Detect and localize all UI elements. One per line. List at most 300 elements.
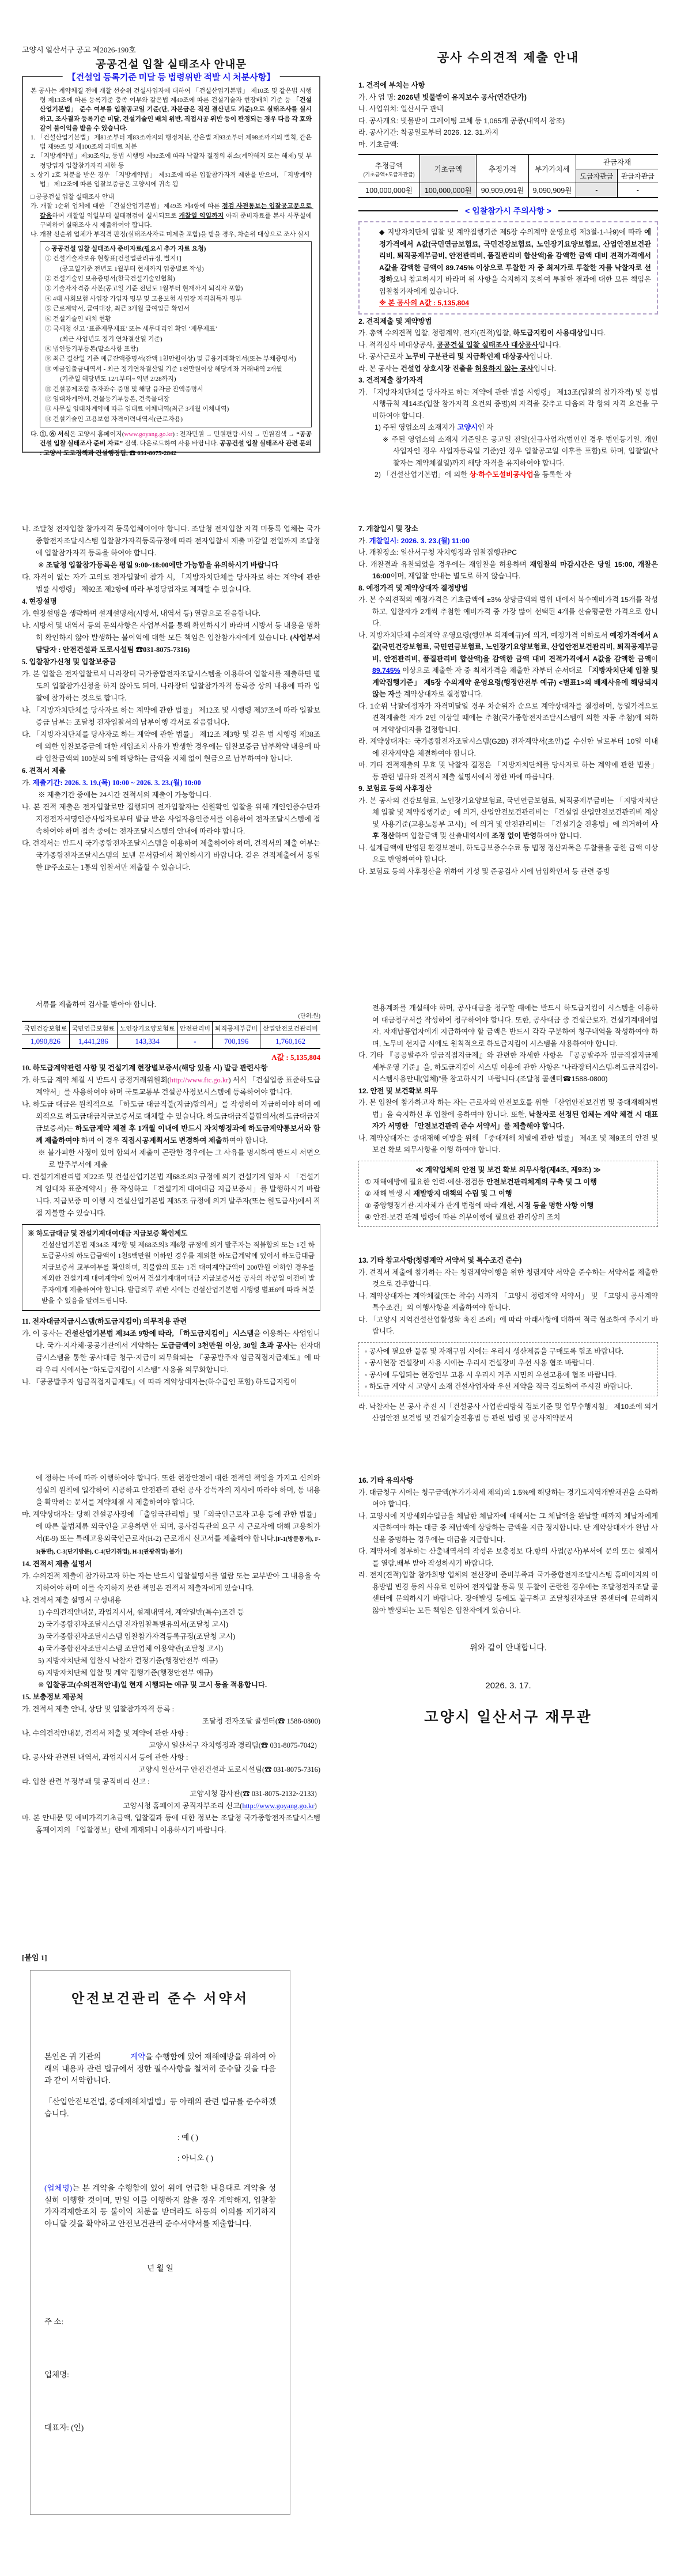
text-line: [22, 801, 323, 838]
text-span: 다. 기타 『공공발주자 임금직접지급제』와 관련한 자세한 사항은 『공공발주자 임금직접지급제 세부운영 기준』을, 하도급지킴이 시스템 이용에 관한 사항은 “나라장터시스템-하도급지킴이-시스템사용안내(업체)”를 참고하시기 바랍니다.(조달청 콜센터☎1588-0800): [358, 1051, 660, 1083]
text-span: 입니다.: [538, 340, 561, 349]
list-item: ⑨ 최근 결산일 기준 예금잔액증명서(잔액 1천만원이상) 및 금융거래확인서(또는 부채증명서): [45, 355, 296, 363]
text-span: 2) 국가종합전자조달시스템 전자입찰특별유의서(조달청 고시): [38, 1620, 228, 1628]
section-10-11-text: [22, 1062, 320, 1219]
text-span: □ 공공건설 입찰 실태조사 안내: [31, 194, 115, 201]
text-span: 개찰일시: 2026. 3. 23.(월) 11:00: [369, 536, 470, 545]
text-span: 89.745%: [372, 666, 400, 675]
text-line: [358, 700, 658, 736]
text-span: ◦ 하도급 계약 시 고양시 소재 건설사업자와 우선 계약을 적극 검토하여 주시길 바랍니다.: [365, 1382, 633, 1391]
pledge-form-title: 안전보건관리 준수 서약서: [71, 1991, 249, 2006]
text-span: 계약: [130, 2052, 146, 2061]
col-estimated-price: 추정가격: [477, 154, 528, 183]
text-line: [358, 736, 658, 759]
text-span: 이며, 재입찰 안내는 별도로 하지 않습니다.: [390, 572, 521, 580]
list-item: ⑥ 건설기술인 배치 현황: [45, 315, 111, 323]
val-estimated-total: 100,000,000원: [358, 183, 420, 198]
right-page-title: 공사 수의견적 제출 안내: [437, 51, 580, 65]
text-span: 본 공사는 계약체결 전에 개찰 선순위 건설사업자에 대하여 「건설산업기본법」 제10조 및 같은법 시행령 제13조에 따른 등록기준 충족 여부와 같은법 제40조에 따른 건설기술자 현장배치 기준 등: [31, 88, 312, 104]
text-line: [22, 1594, 320, 1607]
text-span: ※ 본 공사의 A값 : 5,135,804: [379, 299, 470, 307]
attachment-label: [붙임 1]: [22, 1953, 47, 1962]
right-page2-text: [358, 523, 658, 877]
text-span: 노무비 구분관리 및 지급확인제 대상공사: [405, 353, 530, 361]
announcement-number: 고양시 일산서구 공고 제2026-190호: [22, 46, 136, 54]
text-span: 13. 기타 참고사항(청렴계약 서약서 및 특수조건 준수): [358, 1256, 522, 1264]
text-span: 가. 개찰 1순위 업체에 대한 「건설산업기본법」제49조 제4항에 따른: [31, 203, 222, 210]
text-line: [358, 339, 658, 351]
text-span: 다. 계약서에 첨부하는 산출내역서의 작성은 보충정보 다.항의 사업(공사)부서에 문의 또는 설계서를 열람.배부 받아 작성하시기 바랍니다.: [358, 1547, 658, 1567]
text-line: [22, 1509, 320, 1558]
col-safety-mgmt: 안전관리비: [177, 1021, 213, 1035]
text-span: 나. 개찰 선순위 업체가 부적격 판정(실태조사자료 미제출 포함)을 받을 경우, 차순위 대상으로 조사 실시: [31, 231, 310, 238]
text-span: 다. 자격이 없는 자가 고의로 전자입찰에 참가 시, 「지방자치단체를 당사자로 하는 계약에 관한 법률 시행령」 제92조 제2항에 따라 부정당업자로 제재할 수 있습니다.: [22, 573, 323, 593]
text-span: (사업부서 담당자 : 안전건설과 도로시설팀 ☎031-8075-7316): [36, 634, 323, 654]
safety-duty-box-title: ≪ 계약업체의 안전 및 보건 확보 의무사항(제4조, 제9조) ≫: [415, 1165, 601, 1174]
text-line: [358, 1085, 658, 1097]
list-item: ① 건설기술자보유 현황표[건설업관리규정, 별지1]: [45, 255, 182, 263]
pledge-paragraph-1: [31, 2051, 290, 2087]
announcement-date: 2026. 3. 17.: [485, 1681, 531, 1691]
text-line: [358, 842, 658, 866]
text-line: [31, 151, 312, 170]
col-longterm: 노인장기요양보험료: [117, 1021, 177, 1035]
text-line: [358, 1097, 658, 1132]
text-span: 11. 전자대금지급시스템(하도급지킴이) 의무적용 관련: [22, 1317, 187, 1325]
table-value-row: [358, 183, 658, 198]
text-span: 다. 공사개요: 빗물받이 그레이팅 교체 등 1,065개 공종(내역서 참조): [358, 116, 565, 125]
text-span: 하며 입찰금액 및 산출내역서에: [395, 832, 492, 840]
text-line: [22, 1316, 320, 1328]
violation-notice-box: [22, 73, 320, 457]
val-estimated-price: 90,909,091원: [477, 183, 528, 198]
text-span: ◦ 공사현장 건설장비 사용 시에는 우리시 건설장비 우선 사용 협조 바랍니다.: [365, 1359, 595, 1367]
a-value: 5,135,804: [290, 1053, 320, 1062]
text-line: [22, 704, 320, 729]
text-line: [22, 1062, 320, 1074]
val-contractor-supplied: -: [576, 183, 617, 198]
text-span: 10. 하도급계약관련 사항 및 건설기계 현장별보증서(해당 있을 시) 발급 관련사항: [22, 1064, 268, 1072]
val-health: 1,090,826: [22, 1035, 69, 1049]
text-span: 가. 본 공사의 건강보험료, 노인장기요양보험료, 국민연금보험료, 퇴직공제부금비는 「지방자치단체 입찰 및 계약집행기준」에 의거, 산업안전보건관리비는 「건설업 산업안전보건관리비 계상 및 사용기준(고용노동부 고시)」에 의거 및 안전관리비는 「건설기술 진흥법」에 의거하여: [358, 796, 660, 828]
text-span: 마. 기초금액:: [358, 140, 399, 149]
text-span: 재발방지 대책의 수립 및 그 이행: [413, 1189, 512, 1198]
text-span: 입니다.: [533, 364, 557, 373]
text-line: [365, 1188, 652, 1200]
text-span: 14. 견적서 제출 설명서: [22, 1560, 92, 1568]
text-span: 나. 적격심사 비대상공사,: [358, 340, 437, 349]
text-span: 직접시공계획서도 변경하여 제출: [121, 1137, 222, 1145]
pledge-yes-option[interactable]: : 예 ( ): [177, 2133, 198, 2142]
text-span: 8. 예정가격 및 계약상대자 결정방법: [358, 584, 468, 592]
bid-caution-title: < 입찰참가시 주의사항 >: [465, 206, 551, 215]
text-span: 개선, 시정 등을 명한 사항 이행: [500, 1201, 594, 1210]
text-span: 나. 하도급 대금은 원칙적으로 「하도급 대금직불(지급)합의서」를 작성하여 지급하여야 하며 예외적으로 하도급대금지급보증서로 대체할 수 있습니다. 하도급대금직불합의서(하도급대금지급보증서)는: [22, 1100, 320, 1132]
text-line: [31, 2183, 290, 2230]
list-item: ⑪ 건설공제조합 출자좌수 증명 및 해당 융자금 잔액증명서: [45, 385, 203, 393]
text-line: [22, 1328, 320, 1376]
list-item: ⑫ 임대차계약서, 건물등기부등본, 건축물대장: [45, 395, 170, 403]
text-span: 아래 준비자료를 본사 사무실에 구비하여 실태조사 시 제출하여야 합니다.: [40, 212, 313, 229]
list-item: ③ 기술자자격증 사본(공고일 기준 전년도 1월부터 현재까지 퇴직자 포함): [45, 285, 243, 293]
text-line: [22, 1631, 320, 1643]
text-line: [22, 1171, 320, 1219]
text-line: [358, 1401, 658, 1425]
list-item: ⑤ 근로계약서, 급여대장, 최근 3개월 급여입금 확인서: [45, 305, 190, 313]
text-span: 3. 견적제출 참가자격: [358, 376, 424, 384]
text-span: 사후 정산: [372, 820, 658, 840]
text-span: 마. 계약상대자는 당해 건설공사장에 「출입국관리법」및「외국인근로자 고용 등에 관한 법률」에 따른 불법체류 외국인을 고용하면 안 되며, 공사감독관의 요구 시 근로자에 대해 고용허가서(E-9) 또는 특례고용외국인근로자(H-2) 근로개시 신고서를 제출해야 합니다.: [22, 1510, 320, 1543]
text-line: [358, 139, 658, 151]
text-span: 1) 수의견적안내문, 과업지시서, 설계내역서, 계약일반(특수)조건 등: [38, 1608, 244, 1616]
table-header-row-1: [358, 154, 658, 169]
text-span: 나. 「지방자치단체를 당사자로 하는 계약에 관한 법률」 제12조 및 시행령 제37조에 따라 입찰보증금 납부는 조달청 전자입찰서의 납부이행 각서로 갈음합니다.: [22, 706, 320, 726]
text-span: 12. 안전 및 보건확보 의무: [358, 1086, 438, 1095]
text-line: [365, 1200, 652, 1212]
col-pension: 국민연금보험료: [69, 1021, 117, 1035]
text-span: 마. 기타 견적제출의 무효 및 낙찰자 결정은 「지방자치단체를 당사자로 하는 계약에 관한 법률」 등 관련 법규와 견적서 제출 설명서에서 정한 바에 따릅니다.: [358, 761, 660, 781]
text-span: 오니 참고하시기 바라며 위 사항을 숙지하지 못하여 투찰한 결과에 대한 모든 책임은 입찰참가자에게 있습니다.: [379, 275, 653, 296]
table-unit-label: (단위:원): [298, 1013, 320, 1020]
val-safety-mgmt: -: [177, 1035, 213, 1049]
text-span: 다. 공사와 관련된 내역서, 과업지시서 등에 관한 사항 :: [22, 1753, 188, 1761]
text-line: [358, 1545, 658, 1569]
text-span: ④ 안전·보건 관계 법령에 따른 의무이행에 필요한 관리상의 조치: [365, 1213, 561, 1221]
text-line: [22, 1147, 320, 1171]
text-line: [28, 1240, 315, 1307]
text-span: 다. 1순위 낙찰예정자가 자격미달일 경우 차순위자 순으로 계약상대자를 결정하며, 동일가격으로 견적제출한 자가 2인 이상일 때에는 추첨(국가종합전자조달시스템에 의한 자동 추첨)에 의하여 계약상대자를 결정합니다.: [358, 702, 660, 734]
text-span: 3. 상기 2호 처분을 받은 경우 「지방계약법」 제31조에 따른 입찰참가자격 제한을 받으며, 「지방계약법」 제12조에 따른 입찰보증금은 고양시에 귀속 됨: [31, 171, 312, 188]
text-line: [22, 999, 320, 1011]
text-span: 나. 개찰장소: 일산서구청 자치행정과 입찰집행관PC: [358, 548, 517, 556]
text-span: 다. 「고양시 지역건설산업활성화 촉진 조례」에 따라 아래사항에 대하여 적극 협조하여 주시기 바랍니다.: [358, 1315, 658, 1335]
text-span: 나. 조달청 전자입찰 참가자격 등록업체이어야 합니다. 조달청 전자입찰 자격 미등록 업체는 국가종합전자조달시스템 입찰참가자격등록규정에 따라 전자입찰서 제출 마감일 전일까지 조달청에 입찰참가자격 등록을 하여야 합니다.: [22, 525, 320, 557]
text-line: [358, 316, 658, 328]
a-value-line: [22, 1051, 320, 1062]
list-item: ④ 4대 사회보험 사업장 가입자 명부 및 고용보험 사업장 자격취득자 명부: [45, 295, 242, 302]
list-item: ⑦ 국세청 신고 ‘표준재무제표’ 또는 세무대리인 확인 ‘재무제표’: [45, 325, 218, 333]
text-span: 도급금액이 3천만원 이상, 30일 초과 공사: [161, 1341, 290, 1350]
prep-materials-list: [45, 254, 307, 425]
col-health: 국민건강보험료: [22, 1021, 69, 1035]
pledge-no-option[interactable]: : 아니오 ( ): [177, 2154, 213, 2162]
text-span: 제출기간: 2026. 3. 19.(목) 10:00 ~ 2026. 3. 23.(월) 10:00: [32, 779, 201, 787]
text-line: [358, 387, 658, 422]
payment-guarantee-box: [22, 1224, 320, 1311]
text-span: ): [314, 1802, 320, 1810]
text-line: [22, 656, 320, 668]
text-span: 9. 보험료 등의 사후정산: [358, 785, 432, 793]
text-line: [358, 523, 658, 535]
val-pension: 1,441,286: [69, 1035, 117, 1049]
text-span: 라. 계약상대자는 국가종합전자조달시스템(G2B) 전자계약서(초안)를 수신한 날로부터 10일 이내에 전자계약을 체결하여야 합니다.: [358, 737, 658, 757]
text-span: 가. 「지방자치단체를 당사자로 하는 계약에 관한 법률 시행령」 제13조(입찰의 참가자격) 및 동법 시행규칙 제14조(입찰 참가자격 요건의 증명)의 자격을 갖추고 다음의 각 항의 자격 요건을 구비하여야 합니다.: [358, 388, 660, 420]
col-retirement: 퇴직공제부금비: [213, 1021, 260, 1035]
text-span: ) : 전자민원 → 민원편람·서식 → 민원검색 →: [172, 431, 297, 438]
text-span: ※: [38, 1681, 46, 1689]
text-line: [31, 192, 312, 202]
text-span: 나. 계약상대자는 중대재해 예방을 위해 「중대재해 처벌에 관한 법률」 제4조 및 제9조의 안전 및 보건 확보 의무사항을 이행 하여야 합니다.: [358, 1134, 660, 1154]
text-span: 나. 고양시에 지방세외수입금을 체납한 체납자에 대해서는 그 체납액을 완납할 때까지 체납자에게 지급하여야 하는 대금 중 체납액에 상당하는 금액을 지급 정지합니다. 단 계약상대자가 완납 사실을 증명하는 경우에는 대금을 지급합니다.: [358, 1511, 660, 1544]
text-span: 「지방자치단체 입찰 및 계약집행기준」 제5장 수의계약 운영요령(행정안전부 예규) <별표1>의 배제사유에 해당되지 않는 자: [372, 666, 660, 698]
text-line: [22, 523, 320, 559]
text-span: 가.: [22, 779, 33, 787]
pledge-date-line[interactable]: 년 월 일: [147, 2264, 173, 2272]
text-span: 가. 대금청구 시에는 청구금액(부가가치세 제외)의 1.5%에 해당하는 경기도지역개발채권을 소화하여야 합니다.: [358, 1488, 658, 1508]
text-span: 가. 견적서 제출 안내, 상담 및 입찰참가자격 등록 :: [22, 1705, 175, 1713]
issuing-authority: 고양시 일산서구 재무관: [424, 1709, 592, 1725]
rule-left: [358, 210, 458, 211]
link[interactable]: www.goyang.go.kr: [124, 431, 173, 438]
text-line: [22, 1715, 320, 1728]
text-span: 입니다.: [530, 353, 553, 361]
col-base-amount: 기초금액: [420, 154, 477, 183]
text-span: 를 계약상대자로 결정합니다.: [395, 690, 483, 698]
text-span: 이: [651, 654, 660, 663]
local-cooperation-box: [358, 1342, 658, 1396]
text-line: [358, 759, 658, 783]
text-span: ①, ⑥ 서식: [40, 431, 70, 438]
text-line: [358, 79, 658, 92]
text-span: 본인은 귀 기관의: [44, 2052, 131, 2061]
left-page2-text: [22, 523, 323, 874]
text-line: [22, 1800, 320, 1812]
text-span: ) 서식 「건설업종 표준하도급계약서」를 사용하여야 하며 국토교통부 건설공사정보시스템에 등록하여야 합니다.: [36, 1076, 320, 1096]
text-span: 조달청 전자조달 콜센터(☎ 1588-0800): [202, 1717, 320, 1725]
text-line: [22, 620, 323, 656]
text-line: [358, 351, 658, 363]
notice-box-legend: 【건설업 등록기준 미달 등 법령위반 적발 시 처분사항】: [63, 71, 280, 83]
text-span: 가. 본 수의견적의 예정가격은 기초금액에 ±3% 상당금액의 범위 내에서 복수예비가격 15개를 작성하고, 입찰자가 2개씩 추첨한 예비가격 중 가장 많이 선택된 4개를 산술평균한 가격으로 합니다.: [358, 596, 658, 627]
link[interactable]: http://www.goyang.go.kr: [242, 1802, 315, 1810]
safety-pledge-form: [30, 1970, 290, 2515]
text-line: [358, 1487, 658, 1510]
representative-seal-field[interactable]: 대표자: (인): [44, 2423, 84, 2432]
text-span: 는 전자대금시스템을 통한 공사대금 청구·지급이 의무화되는 『공공발주자 임금직접지급제도』에 따라 우리 시에서는 “하도급지킴이 시스템” 사용을 의무화합니다.: [36, 1341, 320, 1374]
text-line: [358, 434, 658, 469]
text-span: 을 수행함에 있어 재해예방을 위하여 아래의 내용과 관련 법규에서 정한 필수사항을 철저히 준수할 것을 다음과 같이 서약합니다.: [44, 2052, 276, 2085]
val-industrial-safety: 1,760,162: [260, 1035, 320, 1049]
text-line: [358, 630, 658, 700]
right-page5-text: [358, 1475, 658, 1726]
address-field[interactable]: 주 소:: [44, 2317, 64, 2326]
list-item: ⑧ 법인등기부등본(말소사항 포함): [45, 345, 138, 353]
text-span: 가. 현장설명을 생략하며 설계설명서(시방서, 내역서 등) 열람으로 갈음합니다.: [22, 609, 260, 618]
text-line: [365, 1346, 652, 1358]
text-line: [22, 1376, 320, 1388]
text-line: [358, 127, 658, 139]
text-span: 2) 「건설산업기본법」에 의한: [375, 471, 470, 479]
text-span: 가. 이 공사는: [22, 1329, 65, 1338]
text-span: 다. 공사근로자: [358, 353, 406, 361]
section-11-text: [22, 1316, 320, 1388]
text-line: [28, 1228, 315, 1240]
text-span: 4) 국가종합전자조달시스템 조달업체 이용약관(조달청 고시): [38, 1645, 224, 1653]
a-value-label: A값 :: [271, 1053, 290, 1062]
table-value-row: [22, 1035, 320, 1049]
text-line: [365, 1176, 652, 1188]
text-span: ◆ 지방자치단체 입찰 및 계약집행기준 제5장 수의계약 운영요령 제3절-1-나9)에 따라: [379, 228, 645, 236]
text-line: [365, 226, 651, 297]
text-span: 공공건설 입찰 실태조사 관련 문의 : 고양시 도로정책과 건설행정팀, ☎ 031-8075-2842: [40, 440, 313, 457]
text-span: 점검 사전통보는 입찰공고문으로 갈음: [40, 203, 313, 219]
text-line: [22, 729, 320, 765]
text-span: 나. 수의견적안내문, 견적서 제출 및 계약에 관한 사항 :: [22, 1729, 188, 1737]
text-span: 「산업안전보건법, 중대재해처벌법」등 아래의 관련 법규를 준수하겠습니다.: [44, 2097, 276, 2118]
text-span: ① 재해예방에 필요한 인력·예산·점검등: [365, 1177, 487, 1186]
text-span: 을 등록한 자: [533, 471, 572, 479]
text-line: [22, 1570, 320, 1594]
text-span: 다. 보험료 등의 사후정산을 위하여 기성 및 준공검사 시에 납입확인서 등 관련 증빙: [358, 867, 610, 876]
text-line: [22, 1619, 320, 1631]
text-line: [365, 1211, 652, 1223]
text-span: 하여 개찰일 익일부터 실태점검이 실시되므로: [52, 212, 179, 219]
text-span: 나. 지방자치단체 수의계약 운영요령(행안부 회계예규)에 의거, 예정가격 이하로서: [358, 631, 610, 639]
text-line: [365, 297, 651, 309]
col-contractor-supplied: 도급자관급: [576, 169, 617, 183]
text-span: ※: [38, 561, 46, 569]
text-line: [365, 1357, 652, 1369]
safety-duty-items: [365, 1176, 652, 1223]
text-line: [22, 765, 320, 777]
text-span: ◦ 공사에 투입되는 현장인부 고용 시 우리시 거주 시민의 우선고용에 협조 바랍니다.: [365, 1370, 617, 1379]
text-span: 나. 사업위치: 일산서구 관내: [358, 105, 444, 113]
col-industrial-safety: 산업안전보건관리비: [260, 1021, 320, 1035]
notice-box-body: [31, 86, 312, 239]
text-span: 다. 개찰결과 유찰되었을 경우에는 재입찰을 허용하며: [358, 560, 530, 569]
a-value-caution-box: [358, 221, 658, 315]
link[interactable]: http://www.ftc.go.kr: [169, 1076, 229, 1084]
text-span: 검색. 다운로드하여 사용 바랍니다.: [123, 440, 220, 448]
text-line: [358, 1132, 658, 1156]
col-estimated-total: 추정금액 (기초금액+도급자관급): [358, 154, 420, 183]
sections-2-3-text: [358, 316, 658, 481]
text-span: 2. 견적제출 및 계약방법: [358, 317, 432, 325]
col-gov-materials: 관급자재: [576, 154, 658, 169]
text-span: “공공건설 입찰 실태조사 준비 자료”: [40, 431, 312, 448]
text-line: [358, 115, 658, 127]
val-gov-supplied: -: [617, 183, 658, 198]
text-span: 조정 없이 반영: [491, 832, 537, 840]
text-line: [22, 1728, 320, 1740]
text-line: [358, 559, 658, 582]
text-span: 다. 「지방자치단체를 당사자로 하는 계약에 관한 법률」 제12조 제3항 및 같은 법 시행령 제38조에 의한 입찰보증금에 대한 세입조치 사유가 발생한 경우에는 입찰보증금 납부확약 내용에 따라 입찰금액의 100분의 5에 해당하는 금액을 지체 없이 현금으로 납부하여야 합니다.: [22, 730, 320, 763]
text-span: 인 자: [478, 423, 494, 431]
text-span: 건설산업기본법 제34조 제7항 및 제68조의3 제6항 규정에 의거 발주자는 직불합의 또는 1건 하도급공사의 하도급금액이 1천5백만원 이하인 경우를 제외한 하도급계약에 있어서 하도급대금 지급보증서 교부여부를 확인하며, 직불합의 또는 1건 대여계약금액이 200만원 이하인 경우를 제외한 건설기계 대여계약에 있어서 건설기계대여대금 지급보증서를 공사의 착공일 이전에 발주자에게 제출하여야 합니다. 발급의무 위반 시에는 건설산업기본법 시행령 별표6에 따라 처분 받을 수 있음을 알려드립니다.: [41, 1240, 316, 1305]
col-vat: 부가가치세: [528, 154, 576, 183]
left-page4-text: [22, 1472, 323, 1836]
text-span: 고양시: [457, 423, 478, 431]
base-amount-table: [358, 154, 658, 198]
section-13-ra-text: [358, 1401, 658, 1425]
text-line: [358, 1314, 658, 1338]
text-span: 나. 시방서 및 내역서 등의 문의사항은 사업부서를 통해 확인하시기 바라며 시방서 등 내용을 명확히 확인하지 않아 발생하는 불이익에 대한 모든 책임은 입찰참가자에게 있습니다.: [22, 622, 320, 642]
text-span: ◦ 공사에 필요한 물품 및 자재구입 시에는 우리시 생산제품을 구매토록 협조 바랍니다.: [365, 1347, 624, 1355]
text-span: 예정가격에서 A값(국민연금보험료, 국민건강보험료, 노인장기요양보험료, 산업안전보건관리비, 퇴직공제부금비, 안전관리비, 품질관리비 합산액)을 감액한 금액 대비 견적가격에서 A값을 감액한 금액이 89.745% 이상으로 투찰한 자 중 최저가로 투찰한 자를 낙찰자로 선정하: [379, 228, 653, 283]
text-line: [358, 1290, 658, 1314]
text-line: [22, 559, 320, 571]
list-item: ⑭ 건설기술인 고용보험 자격이력내역서(근로자용): [45, 415, 183, 423]
text-line: [358, 1002, 658, 1050]
text-line: [22, 1074, 320, 1098]
text-line: [358, 1569, 658, 1616]
text-line: [22, 1776, 320, 1788]
text-line: [22, 1752, 320, 1764]
text-span: ※ 제출기간 중에는 24시간 견적서의 제출이 가능합니다.: [38, 791, 211, 799]
text-span: 을 이용하는 사업입니다. 국가·지자체·공공기관에서 계약하는: [36, 1329, 320, 1350]
company-name-field[interactable]: 업체명:: [44, 2370, 69, 2379]
text-span: ② 재해 발생 시: [365, 1189, 414, 1198]
text-span: ※ 주된 영업소의 소재지 기준일은 공고일 전일(신규사업자(법인인 경우 법인등기일, 개인사업자인 경우 사업자등록일 기준)인 경우 입찰공고일 이후를 포함)로 하며, 입찰일(낙찰자는 계약체결일)까지 해당 자격을 유지하여야 합니다.: [383, 435, 658, 467]
text-line: [31, 2051, 290, 2087]
text-line: [358, 103, 658, 115]
text-line: [358, 422, 658, 434]
list-item: (최근 사업년도 정기 연차결산일 기준): [60, 335, 162, 343]
val-retirement: 700,196: [213, 1035, 260, 1049]
text-line: [22, 1740, 320, 1752]
text-span: 「건설산업기본법」 준수 여부를 입찰공고일 기준(단, 자본금은 직전 결산년도 기준)으로 실태조사를 실시하고, 조사결과 등록기준 미달, 건설기술인 배치 위반, 직접시공 위반 등이 판정되는 경우 다음 각 호와 같이 불이익을 받을 수 있습니다.: [40, 97, 313, 132]
text-span: ※ 하도급대금 및 건설기계대여대금 지급보증 확인제도: [28, 1229, 188, 1237]
text-line: [22, 608, 320, 620]
text-span: 1. 견적에 부치는 사항: [358, 81, 425, 89]
text-span: 안전보건관리체계의 구축 및 그 이행: [486, 1177, 597, 1186]
text-span: 입찰공고(수의견적안내)일 현재 시행되는 예규 및 고시 등을 적용합니다.: [46, 1681, 267, 1689]
text-span: 개찰일 익일까지: [179, 212, 224, 219]
text-span: 7. 개찰일시 및 장소: [358, 525, 418, 533]
section-16-text: [358, 1475, 658, 1616]
text-span: 에 정하는 바에 따라 이행하여야 합니다. 또한 현장안전에 대한 전적인 책임을 가지고 신의와 성실의 원칙에 입각하여 시공하고 안전관리 관련 공사 감독자의 지시에 따라야 하며, 동 내용을 확약하는 문서를 계약체결 시 제출하여야 합니다.: [36, 1474, 323, 1506]
text-line: [365, 1369, 652, 1381]
text-span: 다. 건설기계관리법 제22조 및 건설산업기본법 제68조의3 규정에 의거 건설기계 임차 시 「건설기계 임대차 표준계약서」를 작성하고 「건설기계 대여대금 지급보증서」를 발행하시기 바랍니다. 지급보증 미 이행 시 건설산업기본법 제35조 규정에 의거 발주자(또는 원도급사)에서 직접 지불할 수 있습니다.: [22, 1173, 320, 1217]
text-span: 고양시청 감사관(☎ 031-8075-2132~2133): [190, 1790, 320, 1798]
val-base-amount: 100,000,000원: [420, 183, 477, 198]
text-span: 5) 지방자치단체 입찰시 낙찰자 결정기준(행정안전부 예규): [38, 1657, 218, 1665]
section-1-items: [358, 79, 658, 150]
text-line: [358, 594, 658, 630]
text-span: [F-1(방문동거), F-3(동반), C-3(단기방문), C-4(단기취업), H-1(관광취업) 불가]: [36, 1536, 320, 1555]
text-span: 가. 하도급 계약 체결 시 반드시 공정거래위원회(: [22, 1076, 170, 1084]
text-span: 재입찰의 마감시간은 당일 15:00, 개찰은 16:00: [372, 560, 660, 580]
text-span: 나. 『공공발주자 임금직접지급제도』에 따라 계약상대자는(하수급인 포함) 하도급지킴이: [22, 1377, 297, 1386]
text-span: 1. 「건설산업기본법」 제81조부터 제83조까지의 행정처분, 같은법 제93조부터 제98조까지의 벌칙, 같은법 제99조 및 제100조의 과태료 처분: [31, 134, 312, 151]
text-span: 15. 보충정보 제공처: [22, 1693, 84, 1701]
text-line: [31, 86, 312, 133]
text-span: 다. 견적서는 반드시 국가종합전자조달시스템을 이용하여 제출하여야 하며, 견적서의 제출 여부는 국가종합전자조달시스템의 보낸 문서함에서 확인하시기 바랍니다. 같은 견적제출에서 동일한 IP주소로는 1통의 입찰서만 제출할 수 있습니다.: [22, 839, 323, 872]
text-span: 3) 국가종합전자조달시스템 입찰참가자격등록규정(조달청 고시): [38, 1632, 236, 1641]
text-line: [358, 1475, 658, 1487]
text-span: 라. 본 공사는: [358, 364, 401, 373]
text-span: ※ 불가피한 사정이 있어 합의서 제출이 곤란한 경우에는 그 사유를 명시하여 반드시 서면으로 발주부서에 제출: [38, 1149, 320, 1169]
text-line: [358, 535, 658, 547]
text-line: [22, 1703, 320, 1715]
text-span: 하며 이 경우: [79, 1137, 122, 1145]
text-span: 허용하지 않는 공사: [475, 364, 534, 373]
text-line: [31, 230, 312, 239]
text-span: (업체명): [44, 2184, 73, 2192]
text-line: [358, 327, 658, 339]
text-line: [358, 582, 658, 594]
text-line: [22, 838, 323, 874]
list-item: (기준일 해당년도 12/1부터~ 익년 2/28까지): [60, 376, 176, 383]
right-page3-text: [358, 1002, 658, 1232]
col-gov-supplied: 관급자관급: [617, 169, 658, 183]
bid-caution-heading: [358, 205, 658, 217]
text-span: 라. 공사기간: 착공일로부터 2026. 12. 31.까지: [358, 128, 499, 137]
text-span: 마. 본 안내문 및 예비가격기초금액, 입찰결과 등에 대한 정보는 조달청 국가종합전자조달시스템 홈페이지의 「입찰정보」란에 게재되니 이용하시기 바랍니다.: [22, 1814, 323, 1834]
text-line: [22, 1607, 320, 1619]
text-span: 고양시 일산서구 자치행정과 경리팀(☎ 031-8075-7042): [149, 1741, 320, 1749]
text-span: 건설업 상호시장 진출을: [400, 364, 475, 373]
